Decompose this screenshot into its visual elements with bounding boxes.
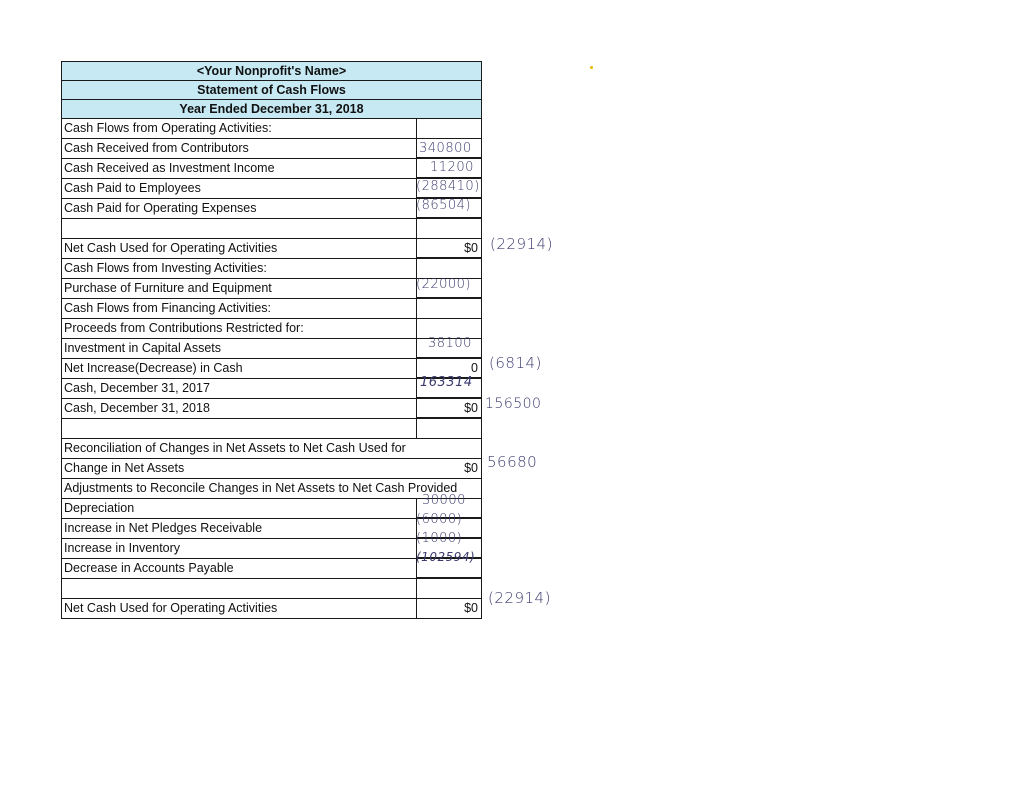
- row-capital-assets: Investment in Capital Assets: [61, 338, 482, 358]
- handwritten-cash-2018: 156500: [485, 396, 542, 412]
- row-depreciation: Depreciation: [61, 498, 482, 518]
- handwritten-change-net-assets: 56680: [487, 453, 538, 471]
- row-cash-2017: Cash, December 31, 2017: [61, 378, 482, 398]
- row-furniture: Purchase of Furniture and Equipment: [61, 278, 482, 298]
- row-pledges: Increase in Net Pledges Receivable: [61, 518, 482, 538]
- handwritten-cash-2017: 163314: [420, 375, 473, 390]
- row-operating-heading: Cash Flows from Operating Activities:: [61, 118, 482, 138]
- row-change-net-assets: Change in Net Assets $0: [61, 458, 482, 478]
- handwritten-net-operating-2: (22914): [488, 589, 551, 607]
- row-net-operating-2: Net Cash Used for Operating Activities $0: [61, 598, 482, 619]
- row-blank-3: [61, 578, 482, 598]
- row-restricted-heading: Proceeds from Contributions Restricted for:: [61, 318, 482, 338]
- row-blank-2: [61, 418, 482, 438]
- org-name-header: <Your Nonprofit's Name>: [61, 61, 482, 80]
- row-operating-expenses: Cash Paid for Operating Expenses: [61, 198, 482, 218]
- handwritten-capital-assets: 38100: [428, 336, 472, 351]
- row-net-increase: Net Increase(Decrease) in Cash 0: [61, 358, 482, 378]
- handwritten-investment-income: 11200: [430, 160, 474, 175]
- row-employees: Cash Paid to Employees: [61, 178, 482, 198]
- handwritten-depreciation: 30000: [422, 493, 466, 508]
- yellow-speck: [590, 66, 593, 69]
- handwritten-pledges: (6000): [416, 512, 463, 527]
- handwritten-net-increase: (6814): [489, 354, 542, 372]
- row-reconciliation-heading: Reconciliation of Changes in Net Assets to Net Cash Used for: [61, 438, 482, 458]
- row-investment-income: Cash Received as Investment Income: [61, 158, 482, 178]
- row-net-operating-1: Net Cash Used for Operating Activities $0: [61, 238, 482, 258]
- period-header: Year Ended December 31, 2018: [61, 99, 482, 118]
- row-blank-1: [61, 218, 482, 238]
- handwritten-accounts-payable: (102594): [416, 550, 476, 564]
- handwritten-inventory: (1000): [416, 531, 463, 546]
- row-inventory: Increase in Inventory: [61, 538, 482, 558]
- row-contributors: Cash Received from Contributors: [61, 138, 482, 158]
- row-cash-2018: Cash, December 31, 2018 $0: [61, 398, 482, 418]
- row-adjustments-heading: Adjustments to Reconcile Changes in Net Assets to Net Cash Provided: [61, 478, 482, 498]
- handwritten-operating-expenses: (86504): [416, 198, 471, 213]
- handwritten-employees: (288410): [416, 179, 480, 194]
- statement-title: Statement of Cash Flows: [61, 80, 482, 99]
- row-financing-heading: Cash Flows from Financing Activities:: [61, 298, 482, 318]
- row-investing-heading: Cash Flows from Investing Activities:: [61, 258, 482, 278]
- handwritten-net-operating-1: (22914): [490, 235, 553, 253]
- row-accounts-payable: Decrease in Accounts Payable: [61, 558, 482, 578]
- handwritten-furniture: (22000): [416, 277, 471, 292]
- handwritten-contributors: 340800: [419, 141, 472, 156]
